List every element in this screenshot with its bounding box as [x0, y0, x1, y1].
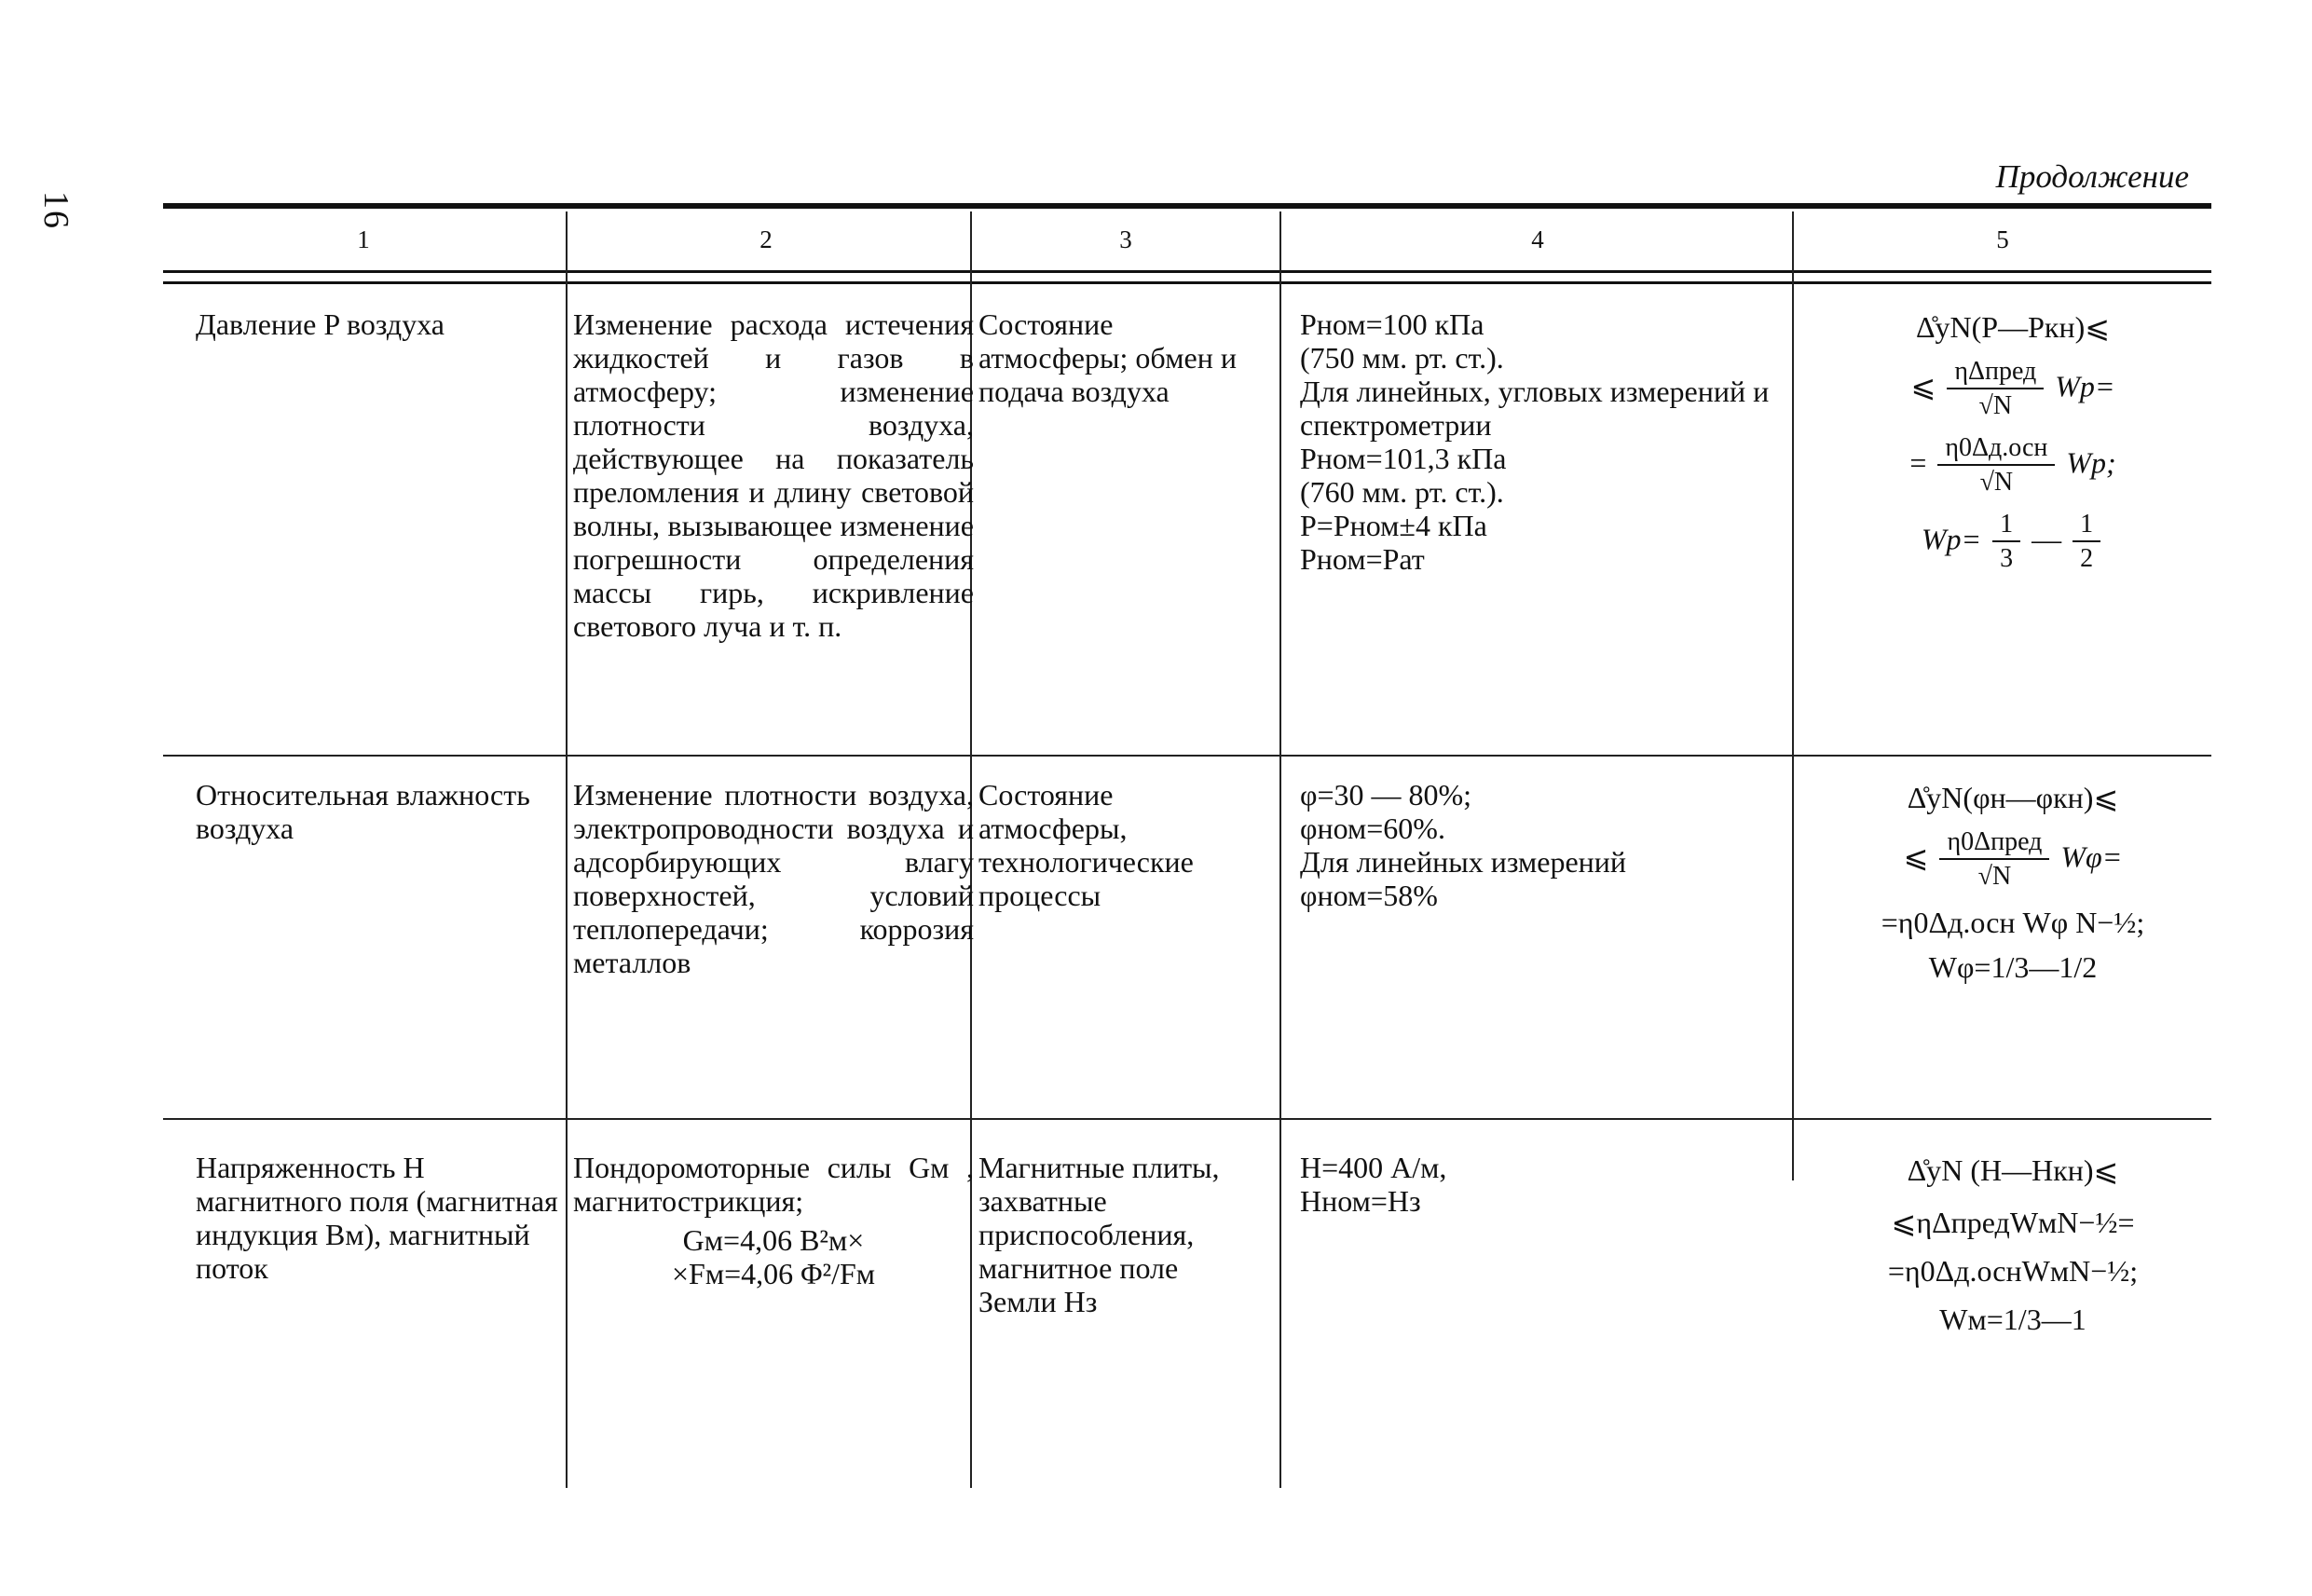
row-separator — [163, 1118, 2211, 1120]
row2-source: Состояние атмосферы, технологические процессы — [978, 778, 1194, 912]
row3-values: H=400 А/м, Hном=Hз — [1300, 1151, 1447, 1218]
table-row — [163, 307, 2211, 717]
row3-parameter: Напряженность H магнитного поля (магнитная индукция Bм), магнитный поток — [196, 1151, 558, 1285]
row1-parameter: Давление P воздуха — [196, 307, 445, 341]
row-separator — [163, 755, 2211, 757]
row2-formula: Δ̊yN(φн—φкн)⩽ ⩽ $\frac{\text{η0Δпред}}{√N}$ Wφ= =η0Δд.осн Wφ N−½; Wφ=1/3—1/2 — [1881, 781, 2145, 984]
row2-effect: Изменение плотности воздуха, электропроводности воздуха и адсорбирующих влагу поверхностей, условий теплопередачи; коррозия металлов — [573, 778, 974, 979]
header-col-3: 3 — [1119, 225, 1132, 253]
row1-values: Pном=100 кПа (750 мм. рт. ст.). Для линейных, угловых измерений и спектрометрии Pном=101,3 кПа (760 мм. рт. ст.). P=Pном±4 кПа Pном=Pат — [1300, 307, 1770, 576]
row2-parameter: Относительная влажность воздуха — [196, 778, 530, 845]
row2-values: φ=30 — 80%; φном=60%. Для линейных измерений φном=58% — [1300, 778, 1627, 912]
header-col-4: 4 — [1531, 225, 1544, 253]
row1-source: Состояние атмосферы; обмен и подача воздуха — [978, 307, 1237, 408]
row3-effect: Пондоромоторные силы Gм , магнитострикция; Gм=4,06 B²м× ×Fм=4,06 Φ²/Fм — [573, 1151, 974, 1290]
header-col-1: 1 — [357, 225, 370, 253]
row3-source: Магнитные плиты, захватные приспособления, магнитное поле Земли Hз — [978, 1151, 1220, 1318]
header-double-rule — [163, 270, 2211, 284]
row3-formula: Δ̊yN (H—Hкн)⩽ ⩽ηΔпредWмN−½= =η0Δд.оснWмN−½; Wм=1/3—1 — [1887, 1153, 2139, 1336]
parameters-table — [163, 203, 2211, 1486]
table-body — [163, 284, 2211, 1486]
page-number: 16 — [36, 191, 75, 230]
row1-formula: Δ̊yN(P—Pкн)⩽ ⩽ $\frac{\text{ηΔпред}}{√N}$ Wp= = $\frac{\text{η0Δд.осн}}{√N}$ Wp; Wp= $\frac{1}{3}$ — $\frac{1}{2}$ — [1909, 310, 2116, 573]
row1-effect: Изменение расхода истечения жидкостей и газов в атмосферу; изменение плотности воздуха, действующее на показатель преломления и длину световой волны, вызывающее изменение погрешности определения массы гирь, искривление светового луча и т. п. — [573, 307, 974, 643]
table-header — [163, 209, 2211, 270]
header-col-5: 5 — [1996, 225, 2009, 253]
continuation-label: Продолжение — [1995, 158, 2189, 195]
header-col-2: 2 — [759, 225, 773, 253]
